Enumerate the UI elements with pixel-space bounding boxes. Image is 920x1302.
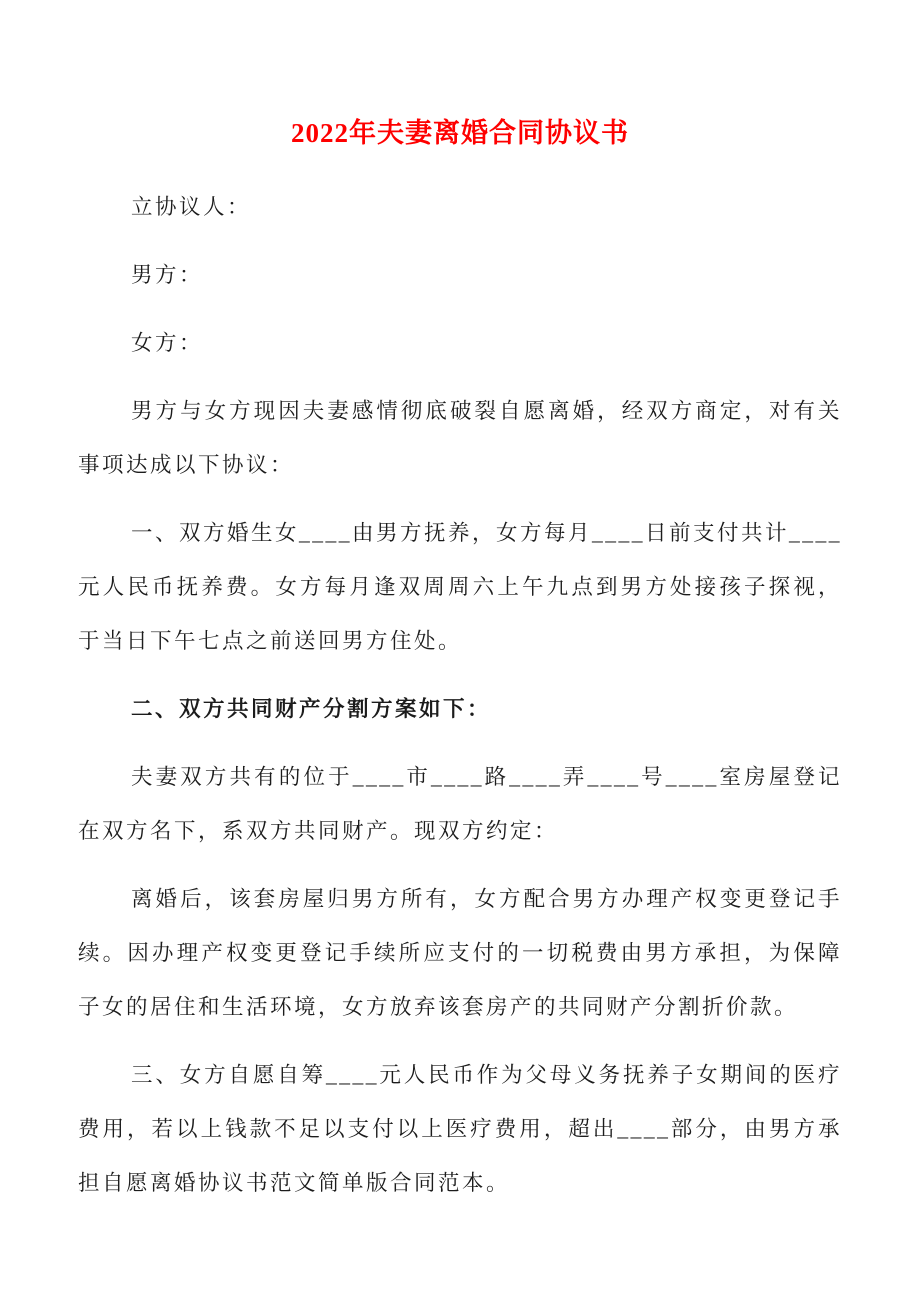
paragraph: 二、双方共同财产分割方案如下： xyxy=(131,697,492,721)
paragraph: 夫妻双方共有的位于____市____路____弄____号____室房屋登记在双方名下，系双方共同财产。现双方约定： xyxy=(78,765,842,843)
page-title: 2022年夫妻离婚合同协议书 xyxy=(291,118,629,148)
paragraph: 三、女方自愿自筹____元人民币作为父母义务抚养子女期间的医疗费用，若以上钱款不足以支付以上医疗费用，超出____部分，由男方承担自愿离婚协议书范文简单版合同范本。 xyxy=(78,1063,842,1195)
paragraph: 一、双方婚生女____由男方抚养，女方每月____日前支付共计____元人民币抚养费。女方每月逢双周周六上午九点到男方处接孩子探视，于当日下午七点之前送回男方住处。 xyxy=(78,521,843,653)
document-body xyxy=(0,180,920,1210)
paragraph: 男方与女方现因夫妻感情彻底破裂自愿离婚，经双方商定，对有关事项达成以下协议： xyxy=(78,399,842,477)
paragraph: 女方： xyxy=(131,331,204,355)
paragraph: 男方： xyxy=(131,263,204,287)
paragraph: 立协议人： xyxy=(131,195,252,219)
paragraph: 离婚后，该套房屋归男方所有，女方配合男方办理产权变更登记手续。因办理产权变更登记手续所应支付的一切税费由男方承担，为保障子女的居住和生活环境，女方放弃该套房产的共同财产分割折价款。 xyxy=(78,887,842,1019)
